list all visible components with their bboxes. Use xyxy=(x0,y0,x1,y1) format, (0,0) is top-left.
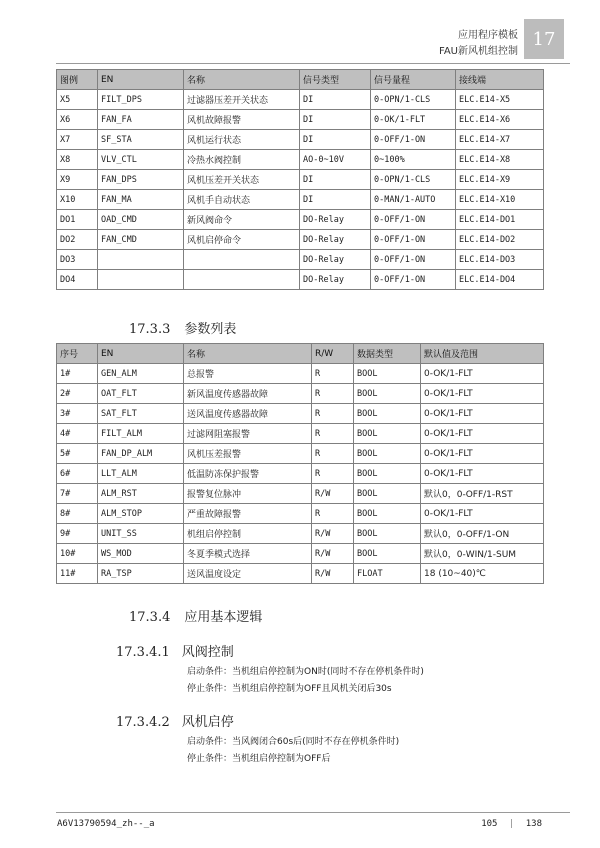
table-row xyxy=(57,90,544,110)
table-cell: DO2 xyxy=(57,230,98,250)
table-cell: 总报警 xyxy=(184,364,312,384)
table-cell: R xyxy=(312,504,354,524)
table-cell: 风机压差开关状态 xyxy=(184,170,300,190)
table-cell: BOOL xyxy=(354,504,421,524)
table-cell: FAN_DP_ALM xyxy=(98,444,184,464)
table-cell: 1# xyxy=(57,364,98,384)
table-row xyxy=(57,464,544,484)
table-cell: LLT_ALM xyxy=(98,464,184,484)
table-row xyxy=(57,230,544,250)
section-title: 参数列表 xyxy=(184,322,237,337)
table-cell: R xyxy=(312,444,354,464)
table-cell: 机组启停控制 xyxy=(184,524,312,544)
column-header: 默认值及范围 xyxy=(421,344,544,364)
table-row xyxy=(57,364,544,384)
table-cell: FAN_DPS xyxy=(98,170,184,190)
footer-divider xyxy=(56,812,570,813)
table-cell: BOOL xyxy=(354,464,421,484)
section-number: 17.3.4 xyxy=(129,610,171,625)
section-title: 风机启停 xyxy=(181,715,234,730)
table-cell: 5# xyxy=(57,444,98,464)
section-number: 17.3.4.1 xyxy=(116,645,170,660)
table-cell: 11# xyxy=(57,564,98,584)
table-cell: BOOL xyxy=(354,384,421,404)
table-cell: R xyxy=(312,404,354,424)
table-row xyxy=(57,444,544,464)
table-cell: 0-OFF/1-ON xyxy=(371,130,456,150)
table-row xyxy=(57,190,544,210)
table-row xyxy=(57,130,544,150)
table-cell: BOOL xyxy=(354,424,421,444)
table-cell: ALM_RST xyxy=(98,484,184,504)
table-cell: X9 xyxy=(57,170,98,190)
table-cell: DO1 xyxy=(57,210,98,230)
table-cell: SF_STA xyxy=(98,130,184,150)
table-cell: GEN_ALM xyxy=(98,364,184,384)
table-cell: BOOL xyxy=(354,364,421,384)
table-cell: RA_TSP xyxy=(98,564,184,584)
table-cell: ELC.E14-X5 xyxy=(456,90,544,110)
table-cell: ELC.E14-DO3 xyxy=(456,250,544,270)
table-cell: 冷热水阀控制 xyxy=(184,150,300,170)
table-row xyxy=(57,544,544,564)
table-cell: R xyxy=(312,464,354,484)
table-cell: BOOL xyxy=(354,544,421,564)
table-cell: 新风阀命令 xyxy=(184,210,300,230)
table-cell: 0-OK/1-FLT xyxy=(421,504,544,524)
section-heading-damper-control xyxy=(116,641,234,660)
table-cell: FILT_DPS xyxy=(98,90,184,110)
column-header: EN xyxy=(98,70,184,90)
column-header: EN xyxy=(98,344,184,364)
table-cell: 10# xyxy=(57,544,98,564)
table-cell xyxy=(98,250,184,270)
table-cell: 默认0，0-OFF/1-RST xyxy=(421,484,544,504)
table-cell: 风机运行状态 xyxy=(184,130,300,150)
column-header: 信号量程 xyxy=(371,70,456,90)
fan-start-condition: 启动条件：当风阀闭合60s后(同时不存在停机条件时) xyxy=(187,737,400,747)
table-cell: R xyxy=(312,364,354,384)
table-row xyxy=(57,270,544,290)
table-header-row xyxy=(57,344,544,364)
table-cell: ELC.E14-X9 xyxy=(456,170,544,190)
section-heading-basic-logic xyxy=(129,606,262,625)
table-cell: ELC.E14-DO4 xyxy=(456,270,544,290)
table-cell xyxy=(184,270,300,290)
table-cell: 0~100% xyxy=(371,150,456,170)
table-cell: FAN_CMD xyxy=(98,230,184,250)
table-cell: DO3 xyxy=(57,250,98,270)
table-cell: 0-MAN/1-AUTO xyxy=(371,190,456,210)
table-cell: 9# xyxy=(57,524,98,544)
column-header: 名称 xyxy=(184,344,312,364)
table-cell: R xyxy=(312,384,354,404)
page-separator: | xyxy=(508,819,515,829)
table-cell: DO4 xyxy=(57,270,98,290)
column-header: R/W xyxy=(312,344,354,364)
table-cell: ELC.E14-DO1 xyxy=(456,210,544,230)
table-cell: 8# xyxy=(57,504,98,524)
table-row xyxy=(57,210,544,230)
table-cell: 18 (10~40)℃ xyxy=(421,564,544,584)
table-cell: 风机启停命令 xyxy=(184,230,300,250)
damper-start-condition: 启动条件：当机组启停控制为ON时(同时不存在停机条件时) xyxy=(187,667,424,677)
column-header: 序号 xyxy=(57,344,98,364)
table-cell: WS_MOD xyxy=(98,544,184,564)
section-title: 应用基本逻辑 xyxy=(184,610,263,625)
table-cell: 0-OFF/1-ON xyxy=(371,210,456,230)
table-cell: 0-OK/1-FLT xyxy=(371,110,456,130)
table-cell: X8 xyxy=(57,150,98,170)
column-header: 图例 xyxy=(57,70,98,90)
column-header: 数据类型 xyxy=(354,344,421,364)
table-cell: BOOL xyxy=(354,404,421,424)
table-cell: 严重故障报警 xyxy=(184,504,312,524)
table-cell: 4# xyxy=(57,424,98,444)
table-cell: FILT_ALM xyxy=(98,424,184,444)
table-cell: FLOAT xyxy=(354,564,421,584)
table-cell: 0-OK/1-FLT xyxy=(421,444,544,464)
table-cell: X5 xyxy=(57,90,98,110)
table-cell: 0-OK/1-FLT xyxy=(421,364,544,384)
table-cell: 0-OK/1-FLT xyxy=(421,384,544,404)
io-point-table xyxy=(56,69,544,290)
table-cell: OAT_FLT xyxy=(98,384,184,404)
section-number: 17.3.4.2 xyxy=(116,715,170,730)
table-cell: DO-Relay xyxy=(300,270,371,290)
table-cell: 冬夏季模式选择 xyxy=(184,544,312,564)
table-cell: ELC.E14-X7 xyxy=(456,130,544,150)
table-cell: ELC.E14-DO2 xyxy=(456,230,544,250)
table-row xyxy=(57,484,544,504)
table-cell: DO-Relay xyxy=(300,210,371,230)
table-cell: 默认0，0-OFF/1-ON xyxy=(421,524,544,544)
table-cell: DI xyxy=(300,130,371,150)
page-number: 105 xyxy=(481,819,498,829)
table-row xyxy=(57,150,544,170)
table-cell: 7# xyxy=(57,484,98,504)
section-heading-fan-start-stop xyxy=(116,711,234,730)
table-cell: 3# xyxy=(57,404,98,424)
damper-stop-condition: 停止条件：当机组启停控制为OFF且风机关闭后30s xyxy=(187,684,392,694)
table-cell: 6# xyxy=(57,464,98,484)
header-subtitle: FAU新风机组控制 xyxy=(439,46,518,57)
table-cell: 风机故障报警 xyxy=(184,110,300,130)
section-number: 17.3.3 xyxy=(129,322,171,337)
table-row xyxy=(57,384,544,404)
table-cell: R/W xyxy=(312,524,354,544)
table-cell: 0-OPN/1-CLS xyxy=(371,170,456,190)
page-number-group xyxy=(481,819,542,829)
table-cell: 过滤器压差开关状态 xyxy=(184,90,300,110)
table-cell: UNIT_SS xyxy=(98,524,184,544)
table-cell: SAT_FLT xyxy=(98,404,184,424)
table-cell: DI xyxy=(300,110,371,130)
parameter-table xyxy=(56,343,544,584)
table-cell: ELC.E14-X6 xyxy=(456,110,544,130)
table-cell: R/W xyxy=(312,544,354,564)
table-cell: 低温防冻保护报警 xyxy=(184,464,312,484)
table-cell: BOOL xyxy=(354,524,421,544)
table-cell: X7 xyxy=(57,130,98,150)
column-header: 接线端 xyxy=(456,70,544,90)
table-cell: DI xyxy=(300,170,371,190)
table-header-row xyxy=(57,70,544,90)
table-cell: 0-OK/1-FLT xyxy=(421,404,544,424)
table-cell: R/W xyxy=(312,564,354,584)
page-total: 138 xyxy=(525,819,542,829)
table-cell: ALM_STOP xyxy=(98,504,184,524)
table-row xyxy=(57,110,544,130)
table-cell: 0-OFF/1-ON xyxy=(371,250,456,270)
table-row xyxy=(57,404,544,424)
table-cell: 0-OFF/1-ON xyxy=(371,270,456,290)
table-cell: 送风温度传感器故障 xyxy=(184,404,312,424)
table-cell: 报警复位脉冲 xyxy=(184,484,312,504)
table-cell: BOOL xyxy=(354,484,421,504)
table-cell: DO-Relay xyxy=(300,230,371,250)
table-cell: X10 xyxy=(57,190,98,210)
table-cell: 风机手自动状态 xyxy=(184,190,300,210)
table-cell: ELC.E14-X10 xyxy=(456,190,544,210)
header-divider xyxy=(56,63,570,64)
table-cell: VLV_CTL xyxy=(98,150,184,170)
table-cell: R xyxy=(312,424,354,444)
fan-stop-condition: 停止条件：当机组启停控制为OFF后 xyxy=(187,754,331,764)
table-cell: FAN_MA xyxy=(98,190,184,210)
table-cell: BOOL xyxy=(354,444,421,464)
table-cell xyxy=(184,250,300,270)
table-cell: 默认0，0-WIN/1-SUM xyxy=(421,544,544,564)
table-cell: R/W xyxy=(312,484,354,504)
column-header: 名称 xyxy=(184,70,300,90)
table-cell xyxy=(98,270,184,290)
chapter-badge: 17 xyxy=(524,19,564,59)
table-cell: 过滤网阻塞报警 xyxy=(184,424,312,444)
table-cell: 0-OK/1-FLT xyxy=(421,464,544,484)
header-title: 应用程序模板 xyxy=(458,30,518,41)
table-row xyxy=(57,504,544,524)
table-row xyxy=(57,424,544,444)
column-header: 信号类型 xyxy=(300,70,371,90)
table-cell: 2# xyxy=(57,384,98,404)
table-cell: 0-OK/1-FLT xyxy=(421,424,544,444)
table-cell: X6 xyxy=(57,110,98,130)
table-cell: DI xyxy=(300,90,371,110)
table-cell: 送风温度设定 xyxy=(184,564,312,584)
table-row xyxy=(57,170,544,190)
table-cell: 风机压差报警 xyxy=(184,444,312,464)
table-cell: DI xyxy=(300,190,371,210)
section-title: 风阀控制 xyxy=(181,645,234,660)
document-id: A6V13790594_zh--_a xyxy=(57,819,155,829)
table-cell: 0-OPN/1-CLS xyxy=(371,90,456,110)
table-cell: 0-OFF/1-ON xyxy=(371,230,456,250)
table-cell: ELC.E14-X8 xyxy=(456,150,544,170)
table-cell: FAN_FA xyxy=(98,110,184,130)
table-cell: AO-0~10V xyxy=(300,150,371,170)
table-row xyxy=(57,564,544,584)
table-cell: 新风温度传感器故障 xyxy=(184,384,312,404)
table-row xyxy=(57,250,544,270)
table-cell: OAD_CMD xyxy=(98,210,184,230)
section-heading-param-list xyxy=(129,318,236,337)
table-row xyxy=(57,524,544,544)
table-cell: DO-Relay xyxy=(300,250,371,270)
